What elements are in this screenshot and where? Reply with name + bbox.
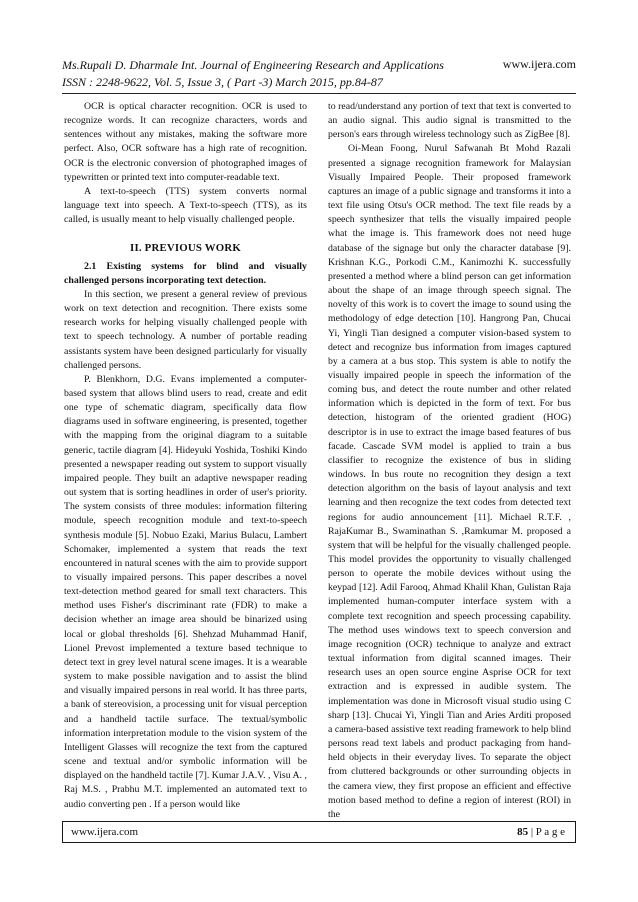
ocr-paragraph: OCR is optical character recognition. OCR is used to recognize words. It can recognize characters, words and sentences without any mistakes, making the software more perfect. Also, OCR software has a high rate of recognition. OCR is the electronic conversion of photographed images of typewritten or printed text into computer-readable text. bbox=[64, 101, 307, 183]
page-number bbox=[517, 826, 565, 838]
journal-citation-line: Ms.Rupali D. Dharmale Int. Journal of Engineering Research and Applications bbox=[62, 58, 444, 72]
left-column bbox=[64, 100, 307, 812]
subsection-heading: 2.1 Existing systems for blind and visually challenged persons incorporating text detection. bbox=[64, 260, 307, 286]
tts-paragraph: A text-to-speech (TTS) system converts normal language text into speech. A Text-to-speech (TTS), as its called, is usually meant to help visually challenged people. bbox=[64, 185, 307, 226]
page-label: | P a g e bbox=[530, 826, 565, 838]
page-number-value: 85 bbox=[517, 826, 529, 838]
header-rule bbox=[62, 93, 576, 94]
review-intro-paragraph: In this section, we present a general review of previous work on text detection and recognition. There exists some research works for helping visually challenged people with text to speech technology. A number of portable reading assistants system have been designed particularly for visually challenged persons. bbox=[64, 288, 307, 371]
footer-url[interactable]: www.ijera.com bbox=[71, 826, 139, 838]
related-work-paragraph: P. Blenkhorn, D.G. Evans implemented a computer-based system that allows blind users to read, create and edit one type of schematic diagram, specifically data flow diagrams used in software engineering, is presented, together with the mapping from the original diagram to a suitable generic, tactile diagram [4]. Hideyuki Yoshida, Toshiki Kindo presented a newspaper reading out system to support visually impaired people. They built an adaptive newspaper reading out system that is sorting headlines in order of user's priority. The system consists of three modules: information filtering module, speech recognition module and text-to-speech synthesis module [5]. Nobuo Ezaki, Marius Bulacu, Lambert Schomaker, implemented a system that reads the text encountered in natural scenes with the aim to provide support to visually impaired persons. This paper describes a novel text-detection method geared for small text characters. This method uses Fisher's discriminant rate (FDR) to make a decision whether an image area should be binarized using local or global thresholds [6]. Shehzad Muhammad Hanif, Lionel Prevost implemented a texture based technique to detect text in grey level natural scene images. It is a wearable system to make possible navigation and to assist the blind and visually impaired persons in real world. It has three parts, a bank of stereovision, a processing unit for visual perception and a handheld tactile surface. The textual/symbolic information interpretation module to the vision system of the Intelligent Glasses will recognize the text from the captured scene and textual and/or symbolic information will be displayed on the handheld tactile [7]. Kumar J.A.V. , Visu A. , Raj M.S. , Prabhu M.T. implemented an automated text to audio converting pen . If a person would like bbox=[64, 373, 307, 810]
related-work-paragraph-2: Oi-Mean Foong, Nurul Safwanah Bt Mohd Razali presented a signage recognition framework for Malaysian Visually Impaired People. Their proposed framework captures an image of a public signage and transforms it into a text file using Otsu's OCR method. The text file reads by a speech synthesizer that tells the visually impaired people what the image is. This framework does not need huge database of the signage but only the character database [9]. Krishnan K.G., Porkodi C.M., Kanimozhi K. successfully presented a method where a blind person can get information about the shape of an image through speech signal. The novelty of this work is to covert the image to sound using the methodology of edge detection [10]. Hangrong Pan, Chucai Yi, Yingli Tian designed a computer vision-based system to detect and recognize bus information from images captured by a camera at a bus stop. This system is able to notify the visually impaired people in speech the information of the coming bus, and detect the route number and other related information which is depicted in the form of text. For bus detection, histogram of the oriented gradient (HOG) descriptor is in use to extract the image based features of bus facade. Cascade SVM model is applied to train a bus classifier to recognize the existence of bus in sliding windows. In bus route no recognition they design a text detection algorithm on the basis of layout analysis and text learning and then recognize the text codes from detected text regions for audio announcement [11]. Michael R.T.F. , RajaKumar B., Swaminathan S. ,Ramkumar M. proposed a system that will be helpful for the visually challenged people. This model provides the opportunity to visually challenged person to operate the mobile devices without using the keypad [12]. Adil Farooq, Ahmad Khalil Khan, Gulistan Raja implemented human-computer interface system with a complete text recognition and speech processing capability. The method uses windows text to speech conversion and image recognition (OCR) technique to analyze and extract textual information from digital scanned images. Their research uses an open source engine Asprise OCR for text extraction and is expressed in audible system. The implementation was done in Microsoft visual studio using C sharp [13]. Chucai Yi, Yingli Tian and Aries Arditi proposed a camera-based assistive text reading framework to help blind persons read text labels and product packaging from hand-held objects in their everyday lives. To separate the object from cluttered backgrounds or other surrounding objects in the camera view, they first propose an efficient and effective motion based method to define a region of interest (ROI) in the bbox=[328, 143, 571, 820]
issn-line: ISSN : 2248-9622, Vol. 5, Issue 3, ( Part -3) March 2015, pp.84-87 bbox=[62, 75, 383, 89]
continued-paragraph: to read/understand any portion of text that text is converted to an audio signal. This audio signal is transmitted to the person's ears through wireless technology such as ZigBee [8]. bbox=[328, 101, 571, 141]
journal-url[interactable]: www.ijera.com bbox=[502, 57, 576, 71]
right-column bbox=[328, 100, 571, 822]
page-footer bbox=[62, 821, 576, 843]
section-heading: II. PREVIOUS WORK bbox=[130, 242, 241, 255]
page-header bbox=[62, 57, 576, 91]
